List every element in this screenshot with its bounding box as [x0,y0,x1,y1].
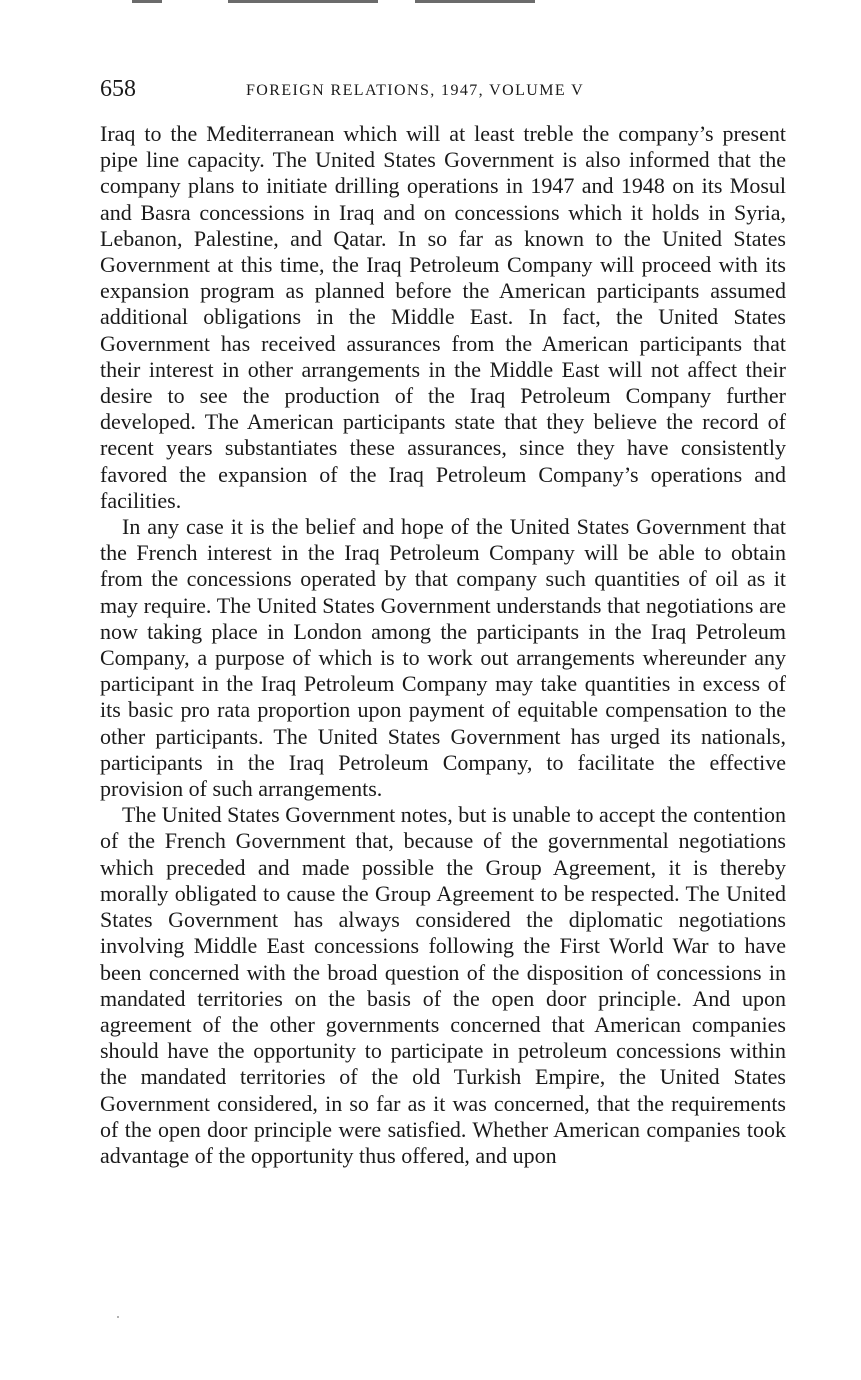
top-edge-rule [415,0,535,3]
paragraph: The United States Government notes, but is unable to accept the contention of the French Government that, because of the governmental negotiations which preceded and made possible the Group Agreement, it is thereby morally obligated to cause the Group Agreement to be respected. The United States Government has always considered the diplomatic negotiations involving Middle East concessions following the First World War to have been concerned with the broad question of the disposition of concessions in mandated territories on the basis of the open door principle. And upon agreement of the other governments concerned that American companies should have the opportunity to participate in petroleum concessions within the mandated territories of the old Turkish Empire, the United States Government considered, in so far as it was concerned, that the requirements of the open door principle were satisfied. Whether American companies took advantage of the opportunity thus offered, and upon [100,802,786,1168]
top-edge-rule [132,0,162,3]
running-head: FOREIGN RELATIONS, 1947, VOLUME V [246,82,585,99]
top-edge-rule [228,0,378,3]
scan-speck [117,1316,119,1318]
page-header [100,74,786,108]
page-number: 658 [100,76,136,102]
body-text [100,121,786,1169]
paragraph: Iraq to the Mediterranean which will at least treble the company’s present pipe line capacity. The United States Government is also informed that the company plans to initiate drilling operations in 1947 and 1948 on its Mosul and Basra concessions in Iraq and on concessions which it holds in Syria, Lebanon, Palestine, and Qatar. In so far as known to the United States Government at this time, the Iraq Petroleum Company will proceed with its expansion program as planned before the American participants assumed additional obligations in the Middle East. In fact, the United States Government has received assurances from the American participants that their interest in other arrangements in the Middle East will not affect their desire to see the production of the Iraq Petroleum Company further developed. The American participants state that they believe the record of recent years substantiates these assurances, since they have consistently favored the expansion of the Iraq Petroleum Company’s operations and facilities. [100,121,786,513]
paragraph: In any case it is the belief and hope of the United States Government that the French interest in the Iraq Petroleum Company will be able to obtain from the concessions operated by that company such quantities of oil as it may require. The United States Government understands that negotiations are now taking place in London among the participants in the Iraq Petroleum Company, a purpose of which is to work out arrangements whereunder any participant in the Iraq Petroleum Company may take quantities in excess of its basic pro rata proportion upon payment of equitable compensation to the other participants. The United States Government has urged its nationals, participants in the Iraq Petroleum Company, to facilitate the effective provision of such arrangements. [100,514,786,802]
